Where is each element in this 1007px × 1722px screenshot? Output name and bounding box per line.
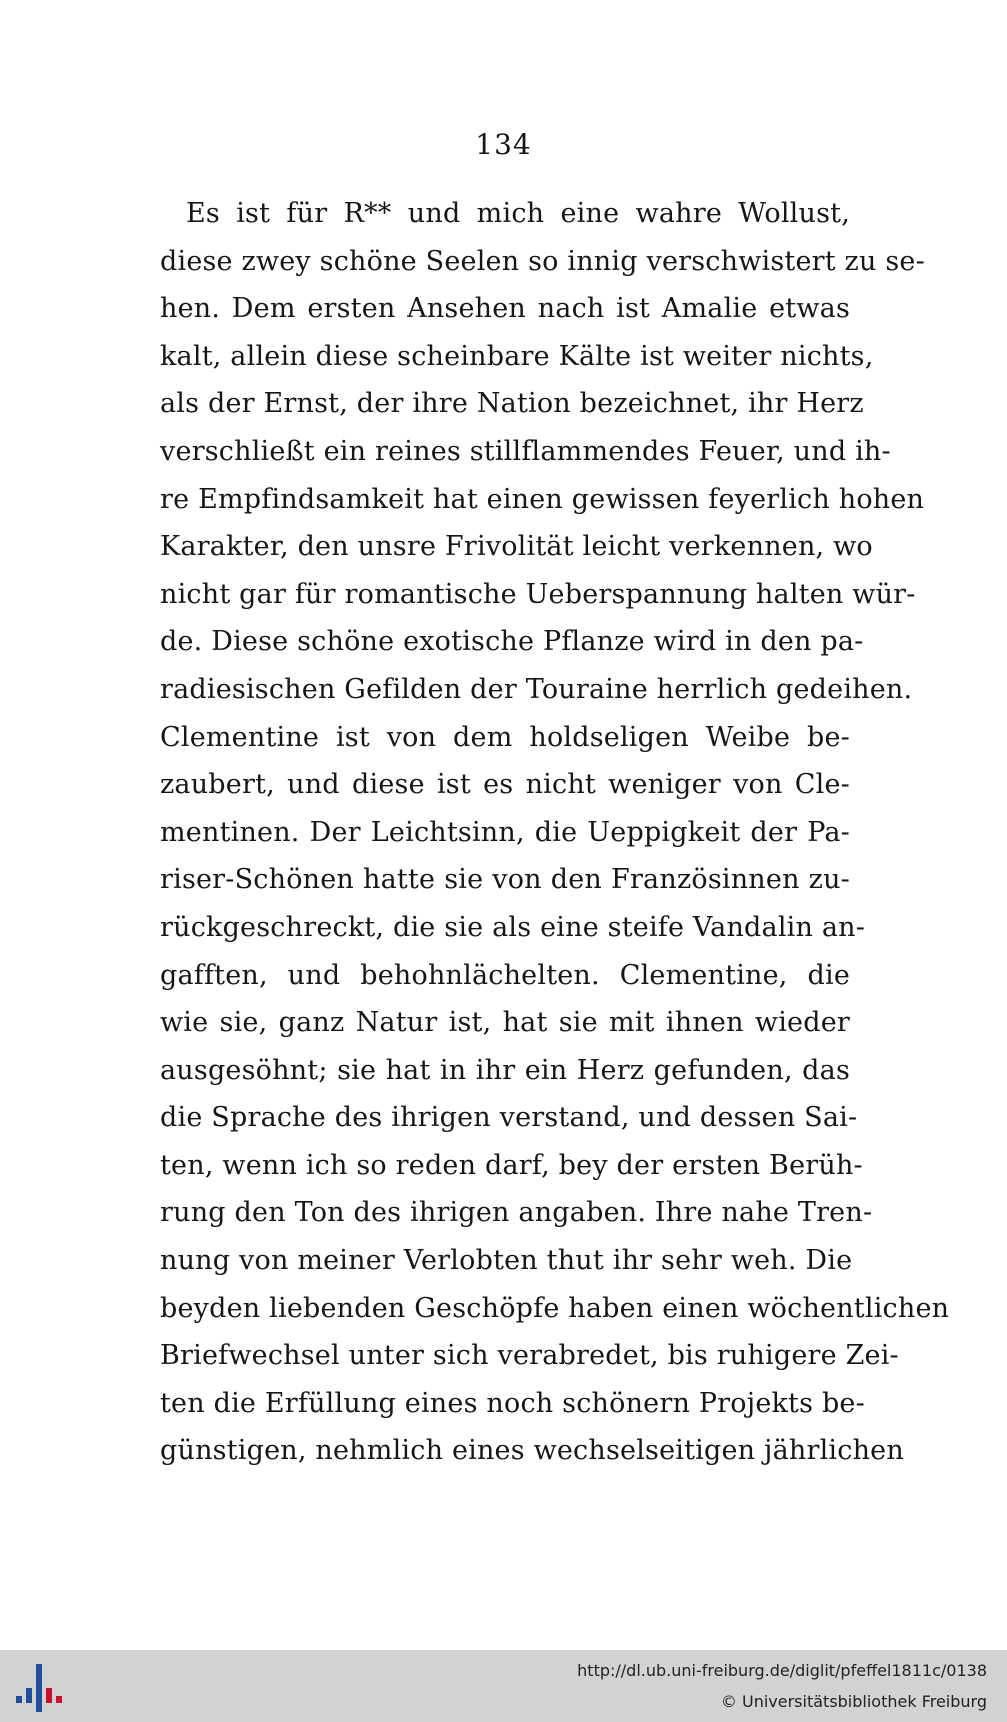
text-line: de. Diese schöne exotische Pflanze wird in den pa- xyxy=(160,626,864,658)
text-line: Clementine ist von dem holdseligen Weibe be- xyxy=(160,721,850,753)
footer-bar xyxy=(0,1650,1007,1722)
text-line: die Sprache des ihrigen verstand, und dessen Sai- xyxy=(160,1102,858,1134)
text-line: gafften, und behohnlächelten. Clementine, die xyxy=(160,959,850,991)
text-line: hen. Dem ersten Ansehen nach ist Amalie etwas xyxy=(160,293,850,325)
text-line: Es ist für R** und mich eine wahre Wollust, xyxy=(186,198,850,229)
text-line: als der Ernst, der ihre Nation bezeichnet, ihr Herz xyxy=(160,388,864,420)
text-line: rückgeschreckt, die sie als eine steife Vandalin an- xyxy=(160,911,866,943)
text-line: zaubert, und diese ist es nicht weniger von Cle- xyxy=(160,769,850,801)
text-line: kalt, allein diese scheinbare Kälte ist weiter nichts, xyxy=(160,340,874,372)
library-logo-icon xyxy=(12,1664,64,1712)
copyright-notice: © Universitätsbibliothek Freiburg xyxy=(720,1692,987,1711)
text-line: wie sie, ganz Natur ist, hat sie mit ihnen wieder xyxy=(160,1007,850,1039)
text-line: ausgesöhnt; sie hat in ihr ein Herz gefunden, das xyxy=(160,1054,850,1086)
text-line: rung den Ton des ihrigen angaben. Ihre nahe Tren- xyxy=(160,1197,873,1229)
text-line: beyden liebenden Geschöpfe haben einen wöchentlichen xyxy=(160,1292,950,1324)
text-line: Briefwechsel unter sich verabredet, bis ruhigere Zei- xyxy=(160,1340,899,1372)
text-line: radiesischen Gefilden der Touraine herrlich gedeihen. xyxy=(160,673,913,705)
text-line: diese zwey schöne Seelen so innig verschwistert zu se- xyxy=(160,245,925,277)
text-line: re Empfindsamkeit hat einen gewissen feyerlich hohen xyxy=(160,483,925,515)
source-url[interactable]: http://dl.ub.uni-freiburg.de/diglit/pfeffel1811c/0138 xyxy=(577,1661,987,1680)
text-line: mentinen. Der Leichtsinn, die Ueppigkeit der Pa- xyxy=(160,816,850,848)
text-line: ten die Erfüllung eines noch schönern Projekts be- xyxy=(160,1387,865,1419)
page-text xyxy=(160,190,950,1475)
text-line: nung von meiner Verlobten thut ihr sehr weh. Die xyxy=(160,1245,853,1277)
text-line: nicht gar für romantische Ueberspannung halten wür- xyxy=(160,578,916,610)
text-line: ten, wenn ich so reden darf, bey der ersten Berüh- xyxy=(160,1149,863,1181)
text-line: günstigen, nehmlich eines wechselseitigen jährlichen xyxy=(160,1435,904,1467)
text-line: verschließt ein reines stillflammendes Feuer, und ih- xyxy=(160,435,891,467)
page-number: 134 xyxy=(475,128,532,161)
text-line: Karakter, den unsre Frivolität leicht verkennen, wo xyxy=(160,531,873,563)
text-line: riser-Schönen hatte sie von den Französinnen zu- xyxy=(160,864,850,896)
